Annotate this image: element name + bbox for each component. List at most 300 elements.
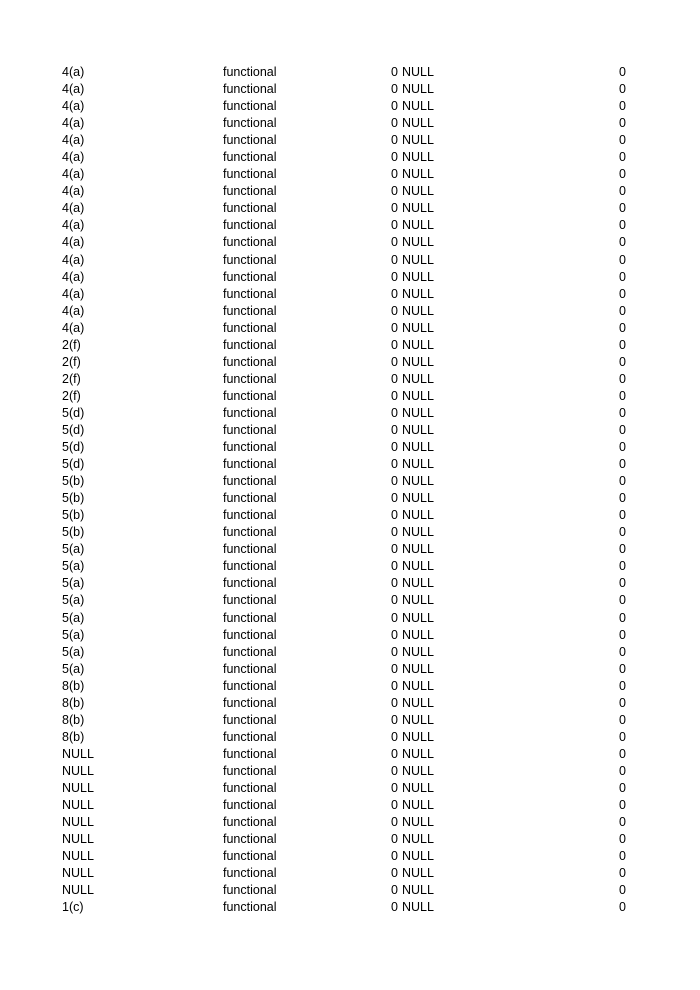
number-cell: 0 — [391, 320, 398, 335]
code-cell: 5(d) — [62, 440, 85, 455]
status-cell: NULL — [402, 457, 434, 472]
type-cell: functional — [223, 65, 277, 79]
status-cell: NULL — [402, 593, 434, 608]
code-cell: 5(a) — [62, 627, 85, 642]
number-cell: 0 — [391, 542, 398, 557]
code-cell: 1(c) — [62, 900, 84, 915]
code-cell: 5(a) — [62, 610, 85, 625]
value-cell: 0 — [619, 798, 626, 813]
code-cell: 5(a) — [62, 576, 85, 591]
number-cell: 0 — [391, 474, 398, 489]
code-cell: 4(a) — [62, 320, 85, 335]
value-cell: 0 — [619, 849, 626, 864]
type-cell: functional — [223, 99, 277, 114]
value-cell: 0 — [619, 82, 626, 97]
type-cell: functional — [223, 133, 277, 148]
table-row — [0, 490, 700, 507]
status-cell: NULL — [402, 422, 434, 437]
type-cell: functional — [223, 491, 277, 506]
table-row — [0, 797, 700, 814]
code-cell: NULL — [62, 849, 94, 864]
type-cell: functional — [223, 303, 277, 318]
number-cell: 0 — [391, 593, 398, 608]
value-cell: 0 — [619, 337, 626, 352]
value-cell: 0 — [619, 900, 626, 915]
code-cell: 5(b) — [62, 508, 85, 523]
table-row — [0, 882, 700, 899]
number-cell: 0 — [391, 252, 398, 267]
number-cell: 0 — [391, 866, 398, 881]
status-cell: NULL — [402, 184, 434, 199]
number-cell: 0 — [391, 422, 398, 437]
type-cell: functional — [223, 508, 277, 523]
code-cell: 4(a) — [62, 201, 85, 216]
status-cell: NULL — [402, 116, 434, 131]
value-cell: 0 — [619, 252, 626, 267]
table-row — [0, 64, 700, 81]
status-cell: NULL — [402, 405, 434, 420]
table-row — [0, 303, 700, 320]
type-cell: functional — [223, 184, 277, 199]
value-cell: 0 — [619, 832, 626, 847]
value-cell: 0 — [619, 815, 626, 830]
table-row — [0, 337, 700, 354]
table-row — [0, 541, 700, 558]
value-cell: 0 — [619, 780, 626, 795]
value-cell: 0 — [619, 388, 626, 403]
value-cell: 0 — [619, 218, 626, 233]
number-cell: 0 — [391, 780, 398, 795]
table-row — [0, 814, 700, 831]
type-cell: functional — [223, 661, 277, 676]
status-cell: NULL — [402, 474, 434, 489]
type-cell: functional — [223, 815, 277, 830]
table-row — [0, 422, 700, 439]
type-cell: functional — [223, 235, 277, 250]
value-cell: 0 — [619, 371, 626, 386]
code-cell: 4(a) — [62, 252, 85, 267]
type-cell: functional — [223, 82, 277, 97]
status-cell: NULL — [402, 371, 434, 386]
status-cell: NULL — [402, 559, 434, 574]
code-cell: 5(a) — [62, 593, 85, 608]
status-cell: NULL — [402, 252, 434, 267]
status-cell: NULL — [402, 712, 434, 727]
type-cell: functional — [223, 422, 277, 437]
table-row — [0, 524, 700, 541]
status-cell: NULL — [402, 798, 434, 813]
value-cell: 0 — [619, 729, 626, 744]
number-cell: 0 — [391, 235, 398, 250]
status-cell: NULL — [402, 320, 434, 335]
type-cell: functional — [223, 457, 277, 472]
type-cell: functional — [223, 798, 277, 813]
code-cell: 5(b) — [62, 525, 85, 540]
status-cell: NULL — [402, 525, 434, 540]
status-cell: NULL — [402, 133, 434, 148]
type-cell: functional — [223, 712, 277, 727]
value-cell: 0 — [619, 593, 626, 608]
code-cell: 5(b) — [62, 491, 85, 506]
value-cell: 0 — [619, 474, 626, 489]
code-cell: NULL — [62, 866, 94, 881]
code-cell: 8(b) — [62, 712, 85, 727]
value-cell: 0 — [619, 457, 626, 472]
value-cell: 0 — [619, 422, 626, 437]
type-cell: functional — [223, 746, 277, 761]
number-cell: 0 — [391, 457, 398, 472]
number-cell: 0 — [391, 269, 398, 284]
table-row — [0, 149, 700, 166]
code-cell: 2(f) — [62, 337, 81, 352]
type-cell: functional — [223, 678, 277, 693]
number-cell: 0 — [391, 371, 398, 386]
status-cell: NULL — [402, 610, 434, 625]
code-cell: NULL — [62, 763, 94, 778]
number-cell: 0 — [391, 167, 398, 182]
code-cell: 4(a) — [62, 99, 85, 114]
value-cell: 0 — [619, 99, 626, 114]
status-cell: NULL — [402, 661, 434, 676]
type-cell: functional — [223, 542, 277, 557]
value-cell: 0 — [619, 65, 626, 79]
status-cell: NULL — [402, 849, 434, 864]
type-cell: functional — [223, 729, 277, 744]
number-cell: 0 — [391, 746, 398, 761]
status-cell: NULL — [402, 815, 434, 830]
table-row — [0, 439, 700, 456]
table-row — [0, 217, 700, 234]
code-cell: 5(d) — [62, 405, 85, 420]
status-cell: NULL — [402, 883, 434, 898]
value-cell: 0 — [619, 167, 626, 182]
table-row — [0, 132, 700, 149]
code-cell: 5(a) — [62, 542, 85, 557]
type-cell: functional — [223, 866, 277, 881]
value-cell: 0 — [619, 201, 626, 216]
code-cell: 2(f) — [62, 388, 81, 403]
table-row — [0, 729, 700, 746]
code-cell: 4(a) — [62, 167, 85, 182]
table-row — [0, 507, 700, 524]
table-row — [0, 610, 700, 627]
type-cell: functional — [223, 116, 277, 131]
code-cell: 8(b) — [62, 729, 85, 744]
number-cell: 0 — [391, 900, 398, 915]
type-cell: functional — [223, 440, 277, 455]
value-cell: 0 — [619, 559, 626, 574]
type-cell: functional — [223, 218, 277, 233]
table-row — [0, 388, 700, 405]
table-row — [0, 371, 700, 388]
type-cell: functional — [223, 883, 277, 898]
type-cell: functional — [223, 201, 277, 216]
code-cell: 5(d) — [62, 457, 85, 472]
status-cell: NULL — [402, 167, 434, 182]
number-cell: 0 — [391, 388, 398, 403]
code-cell: 4(a) — [62, 184, 85, 199]
table-row — [0, 320, 700, 337]
table-row — [0, 200, 700, 217]
status-cell: NULL — [402, 866, 434, 881]
type-cell: functional — [223, 525, 277, 540]
number-cell: 0 — [391, 218, 398, 233]
status-cell: NULL — [402, 303, 434, 318]
number-cell: 0 — [391, 559, 398, 574]
code-cell: 4(a) — [62, 82, 85, 97]
code-cell: 5(b) — [62, 474, 85, 489]
number-cell: 0 — [391, 303, 398, 318]
table-row — [0, 627, 700, 644]
table-row — [0, 473, 700, 490]
type-cell: functional — [223, 286, 277, 301]
type-cell: functional — [223, 763, 277, 778]
table-row — [0, 592, 700, 609]
value-cell: 0 — [619, 184, 626, 199]
code-cell: 2(f) — [62, 371, 81, 386]
value-cell: 0 — [619, 491, 626, 506]
number-cell: 0 — [391, 644, 398, 659]
table-row — [0, 661, 700, 678]
table-row — [0, 234, 700, 251]
value-cell: 0 — [619, 440, 626, 455]
number-cell: 0 — [391, 661, 398, 676]
number-cell: 0 — [391, 133, 398, 148]
status-cell: NULL — [402, 900, 434, 915]
value-cell: 0 — [619, 542, 626, 557]
value-cell: 0 — [619, 133, 626, 148]
type-cell: functional — [223, 252, 277, 267]
value-cell: 0 — [619, 269, 626, 284]
number-cell: 0 — [391, 576, 398, 591]
status-cell: NULL — [402, 491, 434, 506]
code-cell: 4(a) — [62, 150, 85, 165]
table-row — [0, 678, 700, 695]
status-cell: NULL — [402, 832, 434, 847]
value-cell: 0 — [619, 286, 626, 301]
number-cell: 0 — [391, 763, 398, 778]
status-cell: NULL — [402, 780, 434, 795]
type-cell: functional — [223, 780, 277, 795]
type-cell: functional — [223, 354, 277, 369]
table-row — [0, 405, 700, 422]
status-cell: NULL — [402, 678, 434, 693]
table-row — [0, 712, 700, 729]
type-cell: functional — [223, 371, 277, 386]
code-cell: NULL — [62, 883, 94, 898]
type-cell: functional — [223, 576, 277, 591]
number-cell: 0 — [391, 849, 398, 864]
value-cell: 0 — [619, 678, 626, 693]
value-cell: 0 — [619, 883, 626, 898]
type-cell: functional — [223, 337, 277, 352]
value-cell: 0 — [619, 116, 626, 131]
table-row — [0, 575, 700, 592]
value-cell: 0 — [619, 712, 626, 727]
number-cell: 0 — [391, 610, 398, 625]
code-cell: 5(a) — [62, 644, 85, 659]
table-row — [0, 269, 700, 286]
status-cell: NULL — [402, 65, 434, 79]
code-cell: 4(a) — [62, 235, 85, 250]
status-cell: NULL — [402, 218, 434, 233]
status-cell: NULL — [402, 388, 434, 403]
table-row — [0, 780, 700, 797]
data-sheet — [0, 64, 700, 916]
status-cell: NULL — [402, 269, 434, 284]
table-row — [0, 252, 700, 269]
code-cell: 8(b) — [62, 678, 85, 693]
number-cell: 0 — [391, 116, 398, 131]
table-row — [0, 899, 700, 916]
value-cell: 0 — [619, 150, 626, 165]
number-cell: 0 — [391, 201, 398, 216]
table-row — [0, 81, 700, 98]
status-cell: NULL — [402, 354, 434, 369]
type-cell: functional — [223, 593, 277, 608]
value-cell: 0 — [619, 525, 626, 540]
status-cell: NULL — [402, 440, 434, 455]
type-cell: functional — [223, 320, 277, 335]
code-cell: 4(a) — [62, 218, 85, 233]
type-cell: functional — [223, 832, 277, 847]
table-row — [0, 746, 700, 763]
value-cell: 0 — [619, 610, 626, 625]
number-cell: 0 — [391, 712, 398, 727]
value-cell: 0 — [619, 695, 626, 710]
code-cell: 2(f) — [62, 354, 81, 369]
number-cell: 0 — [391, 491, 398, 506]
table-row — [0, 831, 700, 848]
status-cell: NULL — [402, 286, 434, 301]
status-cell: NULL — [402, 150, 434, 165]
number-cell: 0 — [391, 354, 398, 369]
type-cell: functional — [223, 610, 277, 625]
type-cell: functional — [223, 559, 277, 574]
value-cell: 0 — [619, 866, 626, 881]
number-cell: 0 — [391, 525, 398, 540]
table-row — [0, 183, 700, 200]
number-cell: 0 — [391, 798, 398, 813]
code-cell: 5(a) — [62, 559, 85, 574]
code-cell: NULL — [62, 815, 94, 830]
number-cell: 0 — [391, 508, 398, 523]
number-cell: 0 — [391, 815, 398, 830]
value-cell: 0 — [619, 405, 626, 420]
status-cell: NULL — [402, 627, 434, 642]
value-cell: 0 — [619, 661, 626, 676]
number-cell: 0 — [391, 82, 398, 97]
value-cell: 0 — [619, 576, 626, 591]
number-cell: 0 — [391, 99, 398, 114]
value-cell: 0 — [619, 320, 626, 335]
value-cell: 0 — [619, 746, 626, 761]
value-cell: 0 — [619, 763, 626, 778]
code-cell: 4(a) — [62, 116, 85, 131]
type-cell: functional — [223, 167, 277, 182]
type-cell: functional — [223, 474, 277, 489]
code-cell: 4(a) — [62, 286, 85, 301]
status-cell: NULL — [402, 576, 434, 591]
number-cell: 0 — [391, 65, 398, 79]
status-cell: NULL — [402, 82, 434, 97]
table-row — [0, 763, 700, 780]
value-cell: 0 — [619, 644, 626, 659]
status-cell: NULL — [402, 337, 434, 352]
type-cell: functional — [223, 900, 277, 915]
status-cell: NULL — [402, 729, 434, 744]
number-cell: 0 — [391, 337, 398, 352]
status-cell: NULL — [402, 763, 434, 778]
code-cell: 4(a) — [62, 269, 85, 284]
number-cell: 0 — [391, 184, 398, 199]
status-cell: NULL — [402, 201, 434, 216]
code-cell: NULL — [62, 798, 94, 813]
status-cell: NULL — [402, 99, 434, 114]
code-cell: 4(a) — [62, 303, 85, 318]
number-cell: 0 — [391, 440, 398, 455]
code-cell: NULL — [62, 832, 94, 847]
type-cell: functional — [223, 269, 277, 284]
number-cell: 0 — [391, 678, 398, 693]
value-cell: 0 — [619, 508, 626, 523]
code-cell: NULL — [62, 780, 94, 795]
table-row — [0, 865, 700, 882]
value-cell: 0 — [619, 627, 626, 642]
type-cell: functional — [223, 388, 277, 403]
type-cell: functional — [223, 150, 277, 165]
table-row — [0, 456, 700, 473]
code-cell: 4(a) — [62, 133, 85, 148]
table-row — [0, 286, 700, 303]
number-cell: 0 — [391, 832, 398, 847]
number-cell: 0 — [391, 729, 398, 744]
table-row — [0, 98, 700, 115]
status-cell: NULL — [402, 542, 434, 557]
code-cell: 5(d) — [62, 422, 85, 437]
value-cell: 0 — [619, 303, 626, 318]
type-cell: functional — [223, 644, 277, 659]
status-cell: NULL — [402, 508, 434, 523]
code-cell: 8(b) — [62, 695, 85, 710]
code-cell: NULL — [62, 746, 94, 761]
number-cell: 0 — [391, 627, 398, 642]
type-cell: functional — [223, 627, 277, 642]
table-row — [0, 848, 700, 865]
code-cell: 5(a) — [62, 661, 85, 676]
code-cell: 4(a) — [62, 65, 85, 79]
value-cell: 0 — [619, 354, 626, 369]
number-cell: 0 — [391, 150, 398, 165]
table-row — [0, 115, 700, 132]
number-cell: 0 — [391, 883, 398, 898]
number-cell: 0 — [391, 286, 398, 301]
status-cell: NULL — [402, 695, 434, 710]
status-cell: NULL — [402, 746, 434, 761]
type-cell: functional — [223, 695, 277, 710]
type-cell: functional — [223, 849, 277, 864]
number-cell: 0 — [391, 695, 398, 710]
type-cell: functional — [223, 405, 277, 420]
number-cell: 0 — [391, 405, 398, 420]
table-row — [0, 558, 700, 575]
status-cell: NULL — [402, 235, 434, 250]
table-row — [0, 644, 700, 661]
status-cell: NULL — [402, 644, 434, 659]
table-row — [0, 166, 700, 183]
table-row — [0, 354, 700, 371]
table-row — [0, 695, 700, 712]
